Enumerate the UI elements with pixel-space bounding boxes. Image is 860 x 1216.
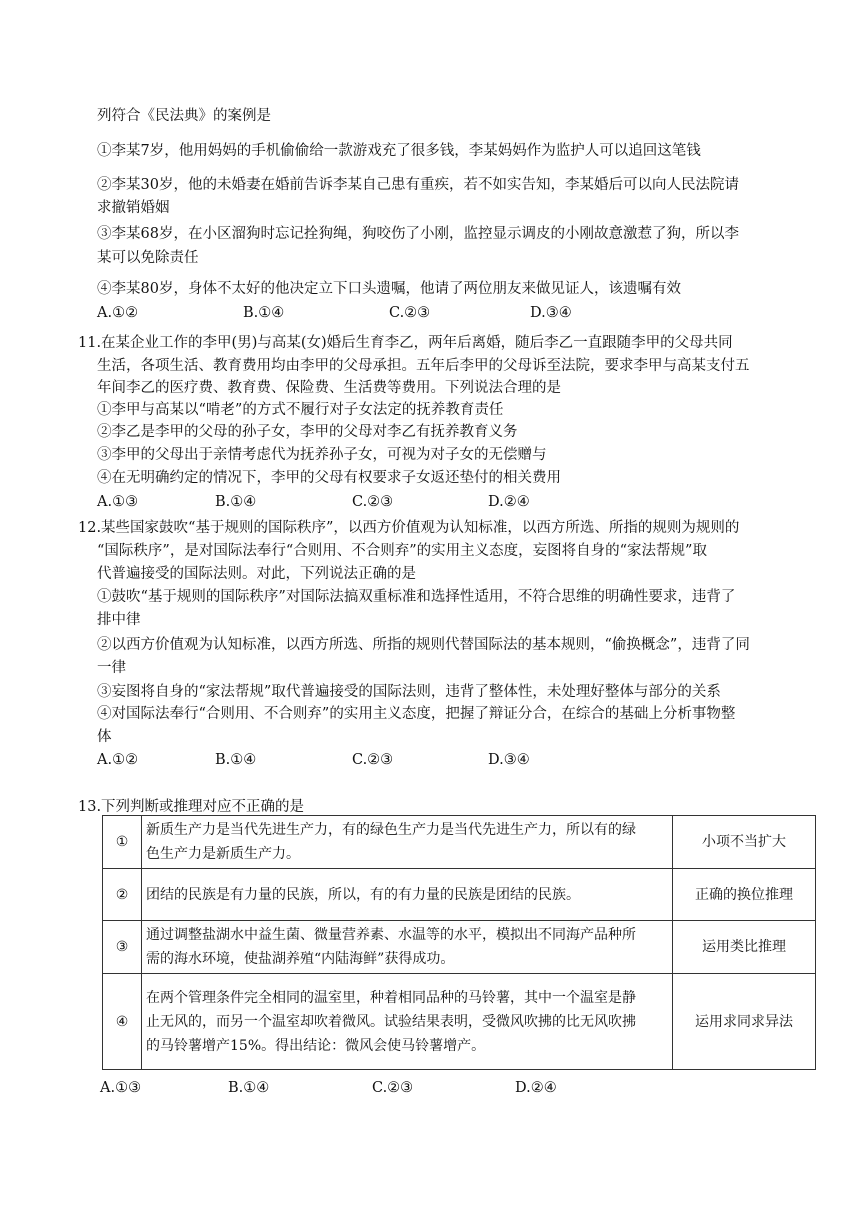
q12-statement-1b: 排中律 bbox=[97, 612, 141, 628]
table-row bbox=[103, 869, 816, 921]
q12-option-c: C.②③ bbox=[352, 752, 394, 768]
q12-option-b: B.①④ bbox=[215, 752, 257, 768]
q11-option-b: B.①④ bbox=[215, 494, 257, 510]
q12-statement-2b: 一律 bbox=[97, 660, 126, 676]
q13-stem: 13.下列判断或推理对应不正确的是 bbox=[78, 799, 305, 815]
q11-option-c: C.②③ bbox=[352, 494, 394, 510]
q11-stem-line-3: 年间李乙的医疗费、教育费、保险费、生活费等费用。下列说法合理的是 bbox=[97, 380, 561, 396]
q10-option-b: B.①④ bbox=[243, 305, 285, 321]
q13-table bbox=[102, 815, 816, 1070]
table-row bbox=[103, 921, 816, 974]
q12-stem-line-3: 代普遍接受的国际法则。对此，下列说法正确的是 bbox=[97, 566, 416, 582]
q10-statement-3b: 某可以免除责任 bbox=[97, 250, 199, 266]
q10-intro: 列符合《民法典》的案例是 bbox=[97, 108, 271, 124]
q10-option-a: A.①② bbox=[97, 305, 139, 321]
q11-statement-1: ①李甲与高某以“啃老”的方式不履行对子女法定的抚养教育责任 bbox=[97, 402, 504, 418]
q12-statement-4b: 体 bbox=[97, 729, 112, 745]
row-statement-line: 在两个管理条件完全相同的温室里，种着相同品种的马铃薯，其中一个温室是静 bbox=[146, 989, 636, 1006]
q12-stem-line-1: 12.某些国家鼓吹“基于规则的国际秩序”，以西方价值观为认知标准，以西方所选、所指的规则为规则的 bbox=[78, 520, 740, 536]
q12-statement-4a: ④对国际法奉行“合则用、不合则弃”的实用主义态度，把握了辩证分合，在综合的基础上分析事物整 bbox=[97, 706, 736, 722]
q10-option-c: C.②③ bbox=[389, 305, 431, 321]
row-statement-line: 新质生产力是当代先进生产力，有的绿色生产力是当代先进生产力，所以有的绿 bbox=[146, 822, 636, 838]
q11-stem-line-1: 11.在某企业工作的李甲(男)与高某(女)婚后生育李乙，两年后离婚，随后李乙一直跟随李甲的父母共同 bbox=[78, 335, 733, 351]
row-statement-line: 的马铃薯增产15%。得出结论：微风会使马铃薯增产。 bbox=[146, 1037, 486, 1054]
q10-statement-2b: 求撤销婚姻 bbox=[97, 200, 170, 216]
q13-option-c: C.②③ bbox=[372, 1080, 414, 1096]
row-statement bbox=[142, 974, 673, 1070]
row-statement bbox=[142, 869, 673, 921]
q12-statement-1a: ①鼓吹“基于规则的国际秩序”对国际法搞双重标准和选择性适用，不符合思维的明确性要求，违背了 bbox=[97, 589, 736, 605]
q10-statement-4: ④李某80岁，身体不太好的他决定立下口头遗嘱，他请了两位朋友来做见证人，该遗嘱有效 bbox=[97, 281, 681, 297]
row-number: ③ bbox=[103, 921, 142, 974]
table-row bbox=[103, 816, 816, 869]
q12-statement-2a: ②以西方价值观为认知标准，以西方所选、所指的规则代替国际法的基本规则，“偷换概念”，违背了同 bbox=[97, 637, 750, 653]
q11-option-a: A.①③ bbox=[97, 494, 139, 510]
q10-statement-1: ①李某7岁，他用妈妈的手机偷偷给一款游戏充了很多钱，李某妈妈作为监护人可以追回这笔钱 bbox=[97, 143, 701, 159]
row-number: ② bbox=[103, 869, 142, 921]
q10-statement-3a: ③李某68岁，在小区溜狗时忘记拴狗绳，狗咬伤了小刚，监控显示调皮的小刚故意激惹了狗，所以李 bbox=[97, 226, 739, 242]
row-judgement: 运用求同求异法 bbox=[673, 974, 816, 1070]
row-judgement: 小项不当扩大 bbox=[673, 816, 816, 869]
q11-statement-4: ④在无明确约定的情况下，李甲的父母有权要求子女返还垫付的相关费用 bbox=[97, 470, 561, 486]
row-number: ① bbox=[103, 816, 142, 869]
row-statement-line: 团结的民族是有力量的民族，所以，有的有力量的民族是团结的民族。 bbox=[146, 886, 580, 903]
q12-option-a: A.①② bbox=[97, 752, 139, 768]
table-row bbox=[103, 974, 816, 1070]
row-statement bbox=[142, 921, 673, 974]
row-statement-line: 通过调整盐湖水中益生菌、微量营养素、水温等的水平，模拟出不同海产品种所 bbox=[146, 927, 636, 943]
row-statement bbox=[142, 816, 673, 869]
row-judgement: 运用类比推理 bbox=[673, 921, 816, 974]
q11-stem-line-2: 生活，各项生活、教育费用均由李甲的父母承担。五年后李甲的父母诉至法院，要求李甲与高某支付五 bbox=[97, 358, 750, 374]
q13-option-a: A.①③ bbox=[100, 1080, 142, 1096]
q11-statement-2: ②李乙是李甲的父母的孙子女，李甲的父母对李乙有抚养教育义务 bbox=[97, 424, 518, 440]
q12-stem-line-2: “国际秩序”，是对国际法奉行“合则用、不合则弃”的实用主义态度，妄图将自身的“家法帮规”取 bbox=[97, 543, 707, 559]
q12-statement-3: ③妄图将自身的“家法帮规”取代普遍接受的国际法则，违背了整体性，未处理好整体与部分的关系 bbox=[97, 684, 721, 700]
q10-option-d: D.③④ bbox=[530, 305, 572, 321]
row-statement-line: 色生产力是新质生产力。 bbox=[146, 846, 300, 862]
q12-option-d: D.③④ bbox=[488, 752, 530, 768]
q10-statement-2a: ②李某30岁，他的未婚妻在婚前告诉李某自己患有重疾，若不如实告知，李某婚后可以向人民法院请 bbox=[97, 177, 739, 193]
row-number: ④ bbox=[103, 974, 142, 1070]
row-statement-line: 需的海水环境，使盐湖养殖“内陆海鲜”获得成功。 bbox=[146, 951, 455, 967]
q13-option-b: B.①④ bbox=[228, 1080, 270, 1096]
row-judgement: 正确的换位推理 bbox=[673, 869, 816, 921]
q13-option-d: D.②④ bbox=[515, 1080, 557, 1096]
row-statement-line: 止无风的，而另一个温室却吹着微风。试验结果表明，受微风吹拂的比无风吹拂 bbox=[146, 1013, 636, 1030]
q11-statement-3: ③李甲的父母出于亲情考虑代为抚养孙子女，可视为对子女的无偿赠与 bbox=[97, 447, 547, 463]
q11-option-d: D.②④ bbox=[488, 494, 530, 510]
